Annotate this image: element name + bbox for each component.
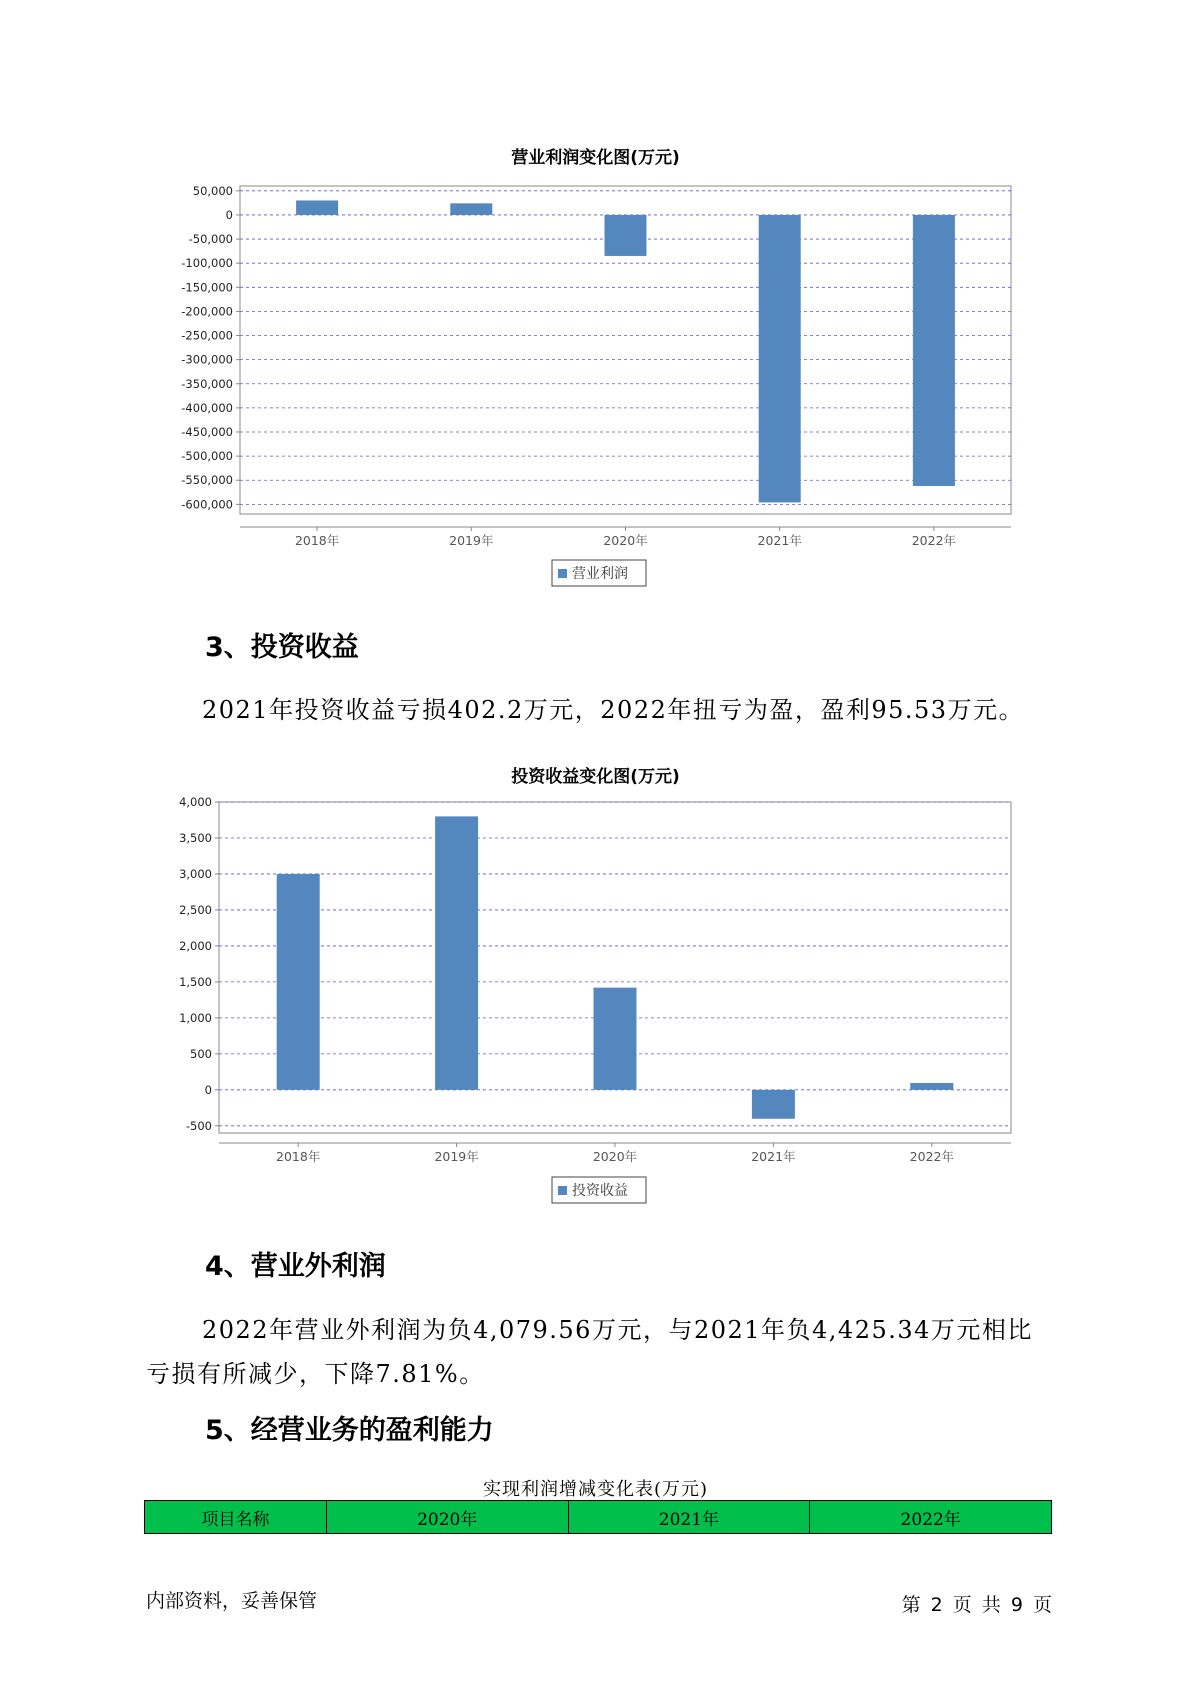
chart2-ytick-label: 3,500 xyxy=(179,830,212,845)
section-heading-profitability: 5、经营业务的盈利能力 xyxy=(205,1415,494,1446)
chart1-xtick-label: 2022年 xyxy=(911,533,957,548)
chart1-ytick-label: -500,000 xyxy=(181,449,233,464)
chart2-xtick-label: 2019年 xyxy=(434,1149,479,1164)
chart1-ytick-label: -450,000 xyxy=(181,425,233,439)
table-header-cell: 2022年 xyxy=(810,1501,1052,1534)
chart1-ytick-label: -150,000 xyxy=(181,280,233,295)
paragraph-non-operating-line1: 2022年营业外利润为负4,079.56万元，与2021年负4,425.34万元相比 xyxy=(202,1316,1033,1344)
chart1-xtick-label: 2020年 xyxy=(603,533,648,548)
chart1-ytick-label: -50,000 xyxy=(188,232,233,247)
table-caption: 实现利润增减变化表(万元) xyxy=(482,1479,709,1500)
chart2-ytick-label: 1,500 xyxy=(179,974,212,989)
section-heading-investment: 3、投资收益 xyxy=(205,632,359,663)
chart2-xtick-label: 2020年 xyxy=(592,1149,638,1164)
chart1-ytick-label: -250,000 xyxy=(181,328,233,343)
chart2-bar xyxy=(277,874,320,1090)
chart1-bar xyxy=(913,215,955,486)
chart1-ytick-label: -350,000 xyxy=(181,376,233,391)
table-header-cell: 2021年 xyxy=(568,1501,810,1534)
chart2-ytick-label: -500 xyxy=(185,1118,212,1133)
chart1-ytick-label: -300,000 xyxy=(181,352,233,367)
chart1-ytick-label: 50,000 xyxy=(192,183,233,198)
chart2-bar xyxy=(752,1090,795,1119)
table-header-cell: 2020年 xyxy=(326,1501,568,1534)
profit-change-table xyxy=(144,1500,1052,1534)
chart1-ytick-label: 0 xyxy=(225,207,233,222)
chart2-ytick-label: 0 xyxy=(204,1082,212,1097)
chart2-bar xyxy=(435,816,478,1089)
chart1-ytick-label: -550,000 xyxy=(181,473,233,488)
chart1-xtick-label: 2019年 xyxy=(449,533,494,548)
chart1-ytick-label: -400,000 xyxy=(181,400,233,415)
chart2-ytick-label: 500 xyxy=(190,1046,212,1061)
footer-page-number: 第 2 页 共 9 页 xyxy=(901,1594,1052,1616)
footer-confidential-note: 内部资料，妥善保管 xyxy=(146,1590,318,1612)
section-heading-non-operating: 4、营业外利润 xyxy=(205,1251,386,1282)
chart2-xtick-label: 2022年 xyxy=(909,1149,954,1164)
chart1-ytick-label: -200,000 xyxy=(181,304,233,319)
chart2-ytick-label: 2,500 xyxy=(179,902,212,917)
chart2-legend-label: 投资收益 xyxy=(572,1183,628,1199)
table-header-cell: 项目名称 xyxy=(145,1501,327,1534)
chart2-bar xyxy=(594,988,637,1090)
chart1-bar xyxy=(759,215,801,502)
chart1-ytick-label: -600,000 xyxy=(181,497,233,512)
chart1-legend-label: 营业利润 xyxy=(572,566,628,582)
chart2-ytick-label: 1,000 xyxy=(179,1010,212,1025)
chart2-legend-swatch xyxy=(558,1186,567,1195)
chart1-xtick-label: 2018年 xyxy=(294,533,340,548)
chart1-ytick-label: -100,000 xyxy=(181,256,233,271)
chart1-title: 营业利润变化图(万元) xyxy=(511,148,680,168)
chart2-bar xyxy=(910,1083,953,1090)
chart1-svg xyxy=(0,0,1191,600)
chart2-ytick-label: 3,000 xyxy=(179,866,212,881)
chart2-svg xyxy=(0,600,1191,1220)
chart1-bar xyxy=(296,200,338,214)
paragraph-investment: 2021年投资收益亏损402.2万元，2022年扭亏为盈，盈利95.53万元。 xyxy=(202,696,1025,724)
chart1-legend-swatch xyxy=(558,569,567,578)
chart1-xtick-label: 2021年 xyxy=(757,533,802,548)
chart2-xtick-label: 2018年 xyxy=(276,1149,321,1164)
paragraph-non-operating-line2: 亏损有所减少，下降7.81%。 xyxy=(146,1360,485,1388)
table-header-row xyxy=(145,1501,1052,1534)
chart2-title: 投资收益变化图(万元) xyxy=(511,767,680,787)
chart1-bar xyxy=(450,203,492,215)
chart1-bar xyxy=(605,215,647,256)
chart2-xtick-label: 2021年 xyxy=(751,1149,796,1164)
chart2-ytick-label: 4,000 xyxy=(179,795,212,809)
chart2-ytick-label: 2,000 xyxy=(179,938,212,953)
